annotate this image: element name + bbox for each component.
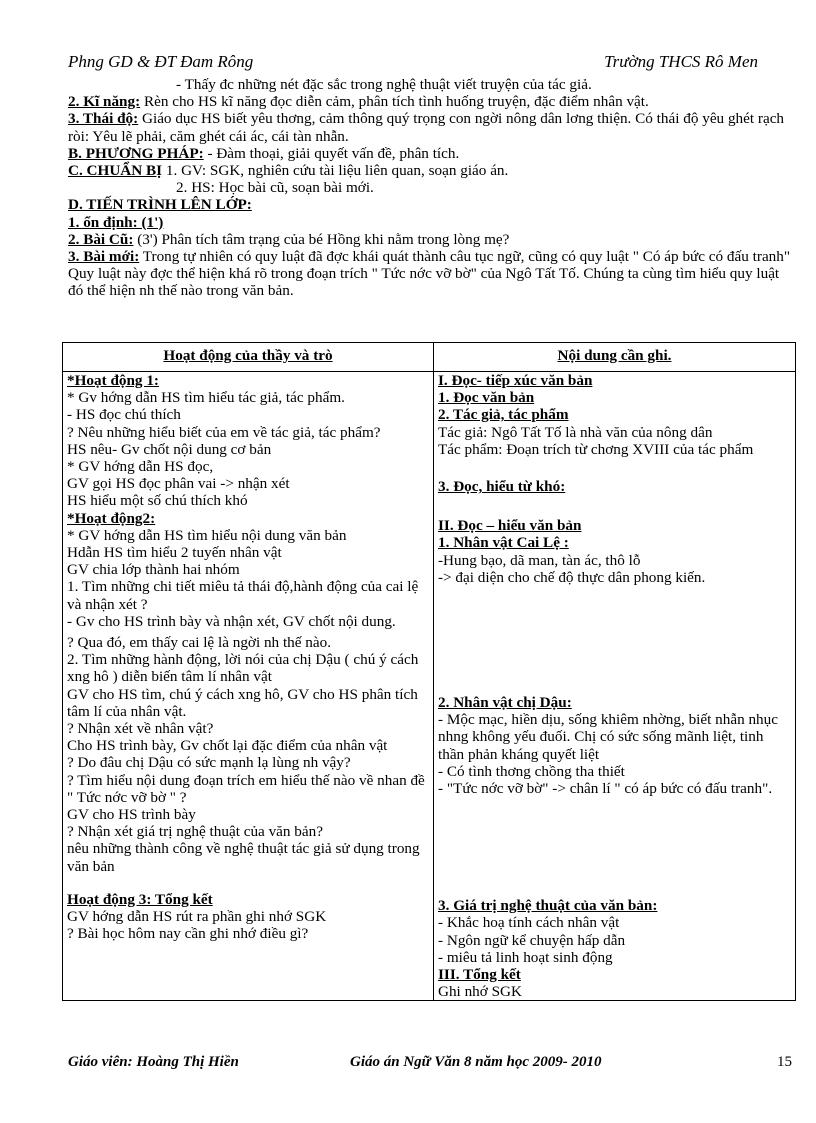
- page-number: 15: [777, 1054, 792, 1070]
- intro-text: Rèn cho HS kĩ năng đọc diễn cảm, phân tích tình huống truyện, đặc điểm nhân vật.: [140, 93, 649, 111]
- left-line: ? Bài học hôm nay cần ghi nhớ điều gì?: [67, 925, 309, 943]
- intro-text: (3') Phân tích tâm trạng của bé Hồng khi nằm trong lòng mẹ?: [133, 230, 510, 248]
- right-line: 3. Đọc, hiểu từ khó:: [438, 478, 566, 496]
- right-line: - "Tức nớc vỡ bờ" -> chân lí " có áp bức có đấu tranh".: [438, 780, 773, 798]
- left-line: GV hớng dẫn HS rút ra phần ghi nhớ SGK: [67, 908, 327, 926]
- left-line: * GV hớng dẫn HS tìm hiểu nội dung văn bản: [67, 526, 347, 544]
- intro-text: - Thấy đc những nét đặc sắc trong nghệ thuật viết truyện của tác giả.: [176, 76, 592, 93]
- intro-text: Trong tự nhiên có quy luật đã đợc khái quát thành câu tục ngữ, cũng có quy luật " Có áp bức có đấu tranh" Quy luật này đợc thể hiện khá rõ trong đoạn trích " Tức nớc vỡ bờ" của Ngô Tất Tố. Chúng ta cùng tìm hiểu quy luật đó thể hiện nh thế nào trong văn bản.: [68, 248, 791, 300]
- intro-line: [68, 179, 792, 196]
- left-line: ? Nêu những hiểu biết của em về tác giả, tác phẩm?: [67, 423, 381, 441]
- intro-keyword: 2. Kĩ năng:: [68, 93, 141, 111]
- right-line: 1. Đọc văn bản: [438, 389, 535, 407]
- right-line: Tác giả: Ngô Tất Tố là nhà văn của nông dân: [438, 423, 713, 441]
- left-line: Hdẫn HS tìm hiểu 2 tuyến nhân vật: [67, 544, 282, 562]
- intro-text: 2. HS: Học bài cũ, soạn bài mới.: [176, 179, 374, 197]
- right-line: - Có tình thơng chồng tha thiết: [438, 762, 625, 780]
- intro-text: - Đàm thoại, giải quyết vấn đề, phân tích.: [203, 144, 460, 162]
- page-footer: [68, 1054, 792, 1071]
- left-line: Hoạt động 3: Tổng kết: [67, 890, 213, 908]
- left-line: ? Qua đó, em thấy cai lệ là ngời nh thế nào.: [67, 634, 332, 652]
- right-line: Tác phẩm: Đoạn trích từ chơng XVIII của tác phẩm: [438, 440, 754, 458]
- right-line: III. Tổng kết: [438, 966, 521, 984]
- right-line: II. Đọc – hiểu văn bản: [438, 517, 582, 535]
- left-line: nêu những thành công về nghệ thuật tác giả sử dụng trong văn bản: [67, 840, 420, 875]
- right-line: Ghi nhớ SGK: [438, 983, 522, 1001]
- lesson-table: [62, 342, 796, 1001]
- notes-column: [434, 372, 796, 1001]
- left-line: 1. Tìm những chi tiết miêu tả thái độ,hành động của cai lệ và nhận xét ?: [67, 578, 419, 613]
- right-line: -Hung bạo, dã man, tàn ác, thô lỗ: [438, 551, 641, 569]
- left-line: ? Nhận xét giá trị nghệ thuật của văn bản?: [67, 823, 323, 841]
- right-line: -> đại diện cho chế độ thực dân phong kiến.: [438, 568, 706, 586]
- left-line: * Gv hớng dẫn HS tìm hiểu tác giả, tác phẩm.: [67, 389, 345, 407]
- right-line: - Ngôn ngữ kể chuyện hấp dẫn: [438, 931, 626, 949]
- intro-line: [68, 110, 792, 144]
- right-line: 2. Tác giả, tác phẩm: [438, 406, 569, 424]
- left-line: *Hoạt động 1:: [67, 372, 159, 389]
- intro-keyword: B. PHƯƠNG PHÁP:: [68, 144, 204, 162]
- intro-keyword: 3. Thái độ:: [68, 110, 139, 128]
- intro-line: [68, 196, 792, 213]
- lesson-intro: [68, 76, 792, 300]
- intro-keyword: 1. ổn định: (1'): [68, 213, 164, 231]
- intro-keyword: 3. Bài mới:: [68, 248, 140, 266]
- left-line: ? Nhận xét về nhân vật?: [67, 720, 214, 738]
- left-line: GV chia lớp thành hai nhóm: [67, 561, 240, 579]
- intro-keyword: C. CHUẨN BỊ: [68, 162, 163, 180]
- right-line: - Mộc mạc, hiền dịu, sống khiêm nhờng, biết nhẫn nhục nhng không yếu đuối. Chị có sức sống mãnh liệt, tinh thần phản kháng quyết liệt: [438, 711, 778, 763]
- intro-line: [68, 214, 792, 231]
- intro-keyword: 2. Bài Cũ:: [68, 230, 134, 248]
- left-line: GV cho HS trình bày: [67, 806, 196, 824]
- intro-line: [68, 76, 792, 93]
- header-right: Trường THCS Rô Men: [604, 52, 758, 71]
- left-line: * GV hớng dẫn HS đọc,: [67, 458, 214, 476]
- left-line: - HS đọc chú thích: [67, 406, 181, 424]
- left-line: Cho HS trình bày, Gv chốt lại đặc điểm của nhân vật: [67, 737, 388, 755]
- left-line: HS hiểu một số chú thích khó: [67, 492, 248, 510]
- right-line: - Khắc hoạ tính cách nhân vật: [438, 914, 620, 932]
- footer-title: Giáo án Ngữ Văn 8 năm học 2009- 2010: [350, 1054, 602, 1070]
- intro-line: [68, 162, 792, 179]
- left-line: - Gv cho HS trình bày và nhận xét, GV chốt nội dung.: [67, 612, 396, 630]
- header-left: Phng GD & ĐT Đam Rông: [68, 52, 254, 71]
- intro-text: Giáo dục HS biết yêu thơng, cảm thông quý trọng con ngời nông dân lơng thiện. Có thái độ yêu ghét rạch ròi: Yêu lẽ phải, căm ghét cái ác, cái tàn nhẫn.: [68, 110, 785, 145]
- activities-column: [63, 372, 434, 1001]
- col1-header: Hoạt động của thầy và trò: [63, 343, 434, 372]
- intro-text: 1. GV: SGK, nghiên cứu tài liệu liên quan, soạn giáo án.: [162, 162, 509, 180]
- left-line: *Hoạt động2:: [67, 509, 156, 527]
- right-line: I. Đọc- tiếp xúc văn bản: [438, 372, 593, 389]
- col2-header: Nội dung cần ghi.: [434, 343, 796, 372]
- right-line: 3. Giá trị nghệ thuật của văn bản:: [438, 897, 658, 915]
- footer-teacher: Giáo viên: Hoàng Thị Hiền: [68, 1054, 239, 1070]
- left-line: ? Tìm hiểu nội dung đoạn trích em hiểu thế nào về nhan đề " Tức nớc vỡ bờ " ?: [67, 771, 425, 806]
- intro-line: [68, 248, 792, 300]
- intro-line: [68, 93, 792, 110]
- right-line: - miêu tả linh hoạt sinh động: [438, 948, 613, 966]
- left-line: HS nêu- Gv chốt nội dung cơ bản: [67, 440, 272, 458]
- left-line: 2. Tìm những hành động, lời nói của chị Dậu ( chú ý cách xng hô ) diễn biến tâm lí nhân vật: [67, 651, 419, 686]
- intro-line: [68, 231, 792, 248]
- intro-line: [68, 145, 792, 162]
- intro-keyword: D. TIẾN TRÌNH LÊN LỚP:: [68, 196, 252, 214]
- left-line: GV gọi HS đọc phân vai -> nhận xét: [67, 475, 290, 493]
- left-line: ? Do đâu chị Dậu có sức mạnh lạ lùng nh vậy?: [67, 754, 351, 772]
- right-line: 2. Nhân vật chị Dậu:: [438, 694, 572, 712]
- right-line: 1. Nhân vật Cai Lệ :: [438, 534, 569, 552]
- left-line: GV cho HS tìm, chú ý cách xng hô, GV cho HS phân tích tâm lí của nhân vật.: [67, 685, 418, 720]
- page-header: [68, 52, 758, 72]
